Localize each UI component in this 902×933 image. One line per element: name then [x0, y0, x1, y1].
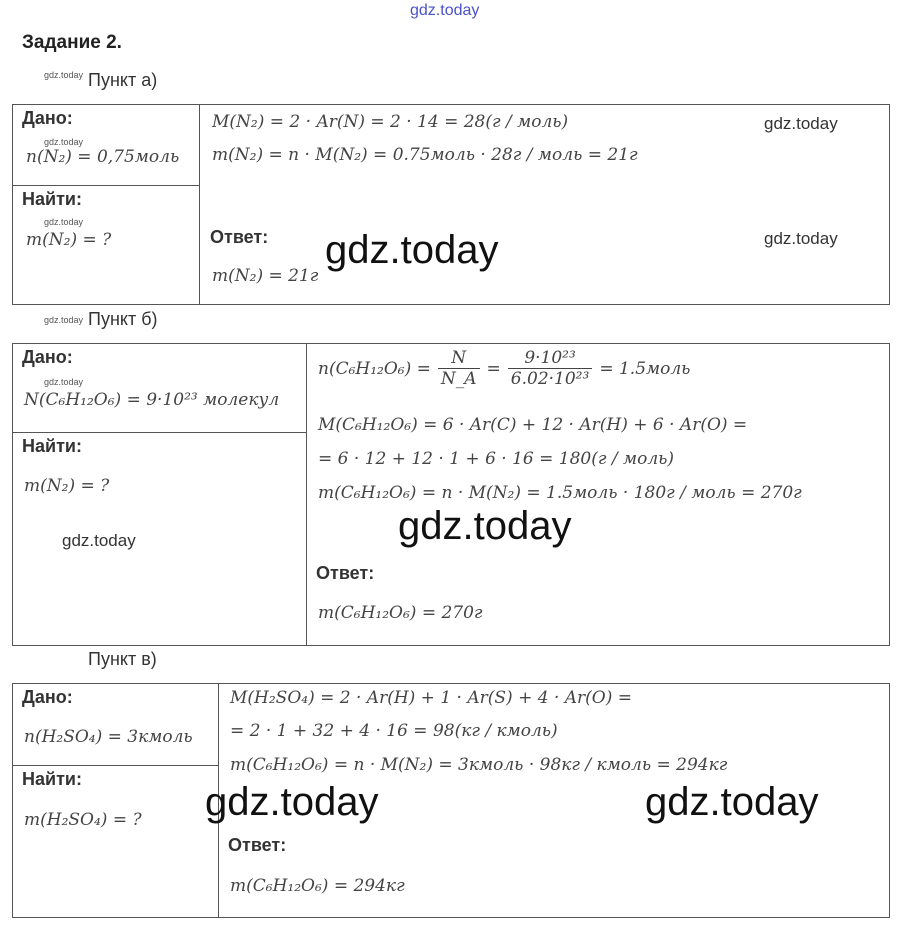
part-a-answer-value: m(N₂) = 21г [212, 266, 319, 286]
part-b-given-value: N(C₆H₁₂O₆) = 9·10²³ молекул [24, 390, 280, 410]
watermark-small: gdz.today [764, 229, 838, 248]
equals-sign: = [486, 358, 501, 379]
part-b-solution-line: M(C₆H₁₂O₆) = 6 · Ar(C) + 12 · Ar(H) + 6 · Ar(O) = [318, 415, 748, 435]
part-c-solution-line: M(H₂SO₄) = 2 · Ar(H) + 1 · Ar(S) + 4 · Ar(O) = [230, 688, 633, 708]
watermark-tiny: gdz.today [44, 137, 84, 147]
watermark-big: gdz.today [205, 780, 379, 824]
part-c-find-value: m(H₂SO₄) = ? [24, 810, 142, 830]
fraction-numerator: N [438, 348, 480, 369]
part-a-row-divider [12, 185, 200, 186]
part-a-given-value: n(N₂) = 0,75моль [26, 147, 180, 167]
watermark-tiny: gdz.today [44, 377, 84, 387]
part-b-given-label: Дано: [22, 347, 73, 367]
part-b-find-label: Найти: [22, 436, 82, 456]
fraction-denominator: 6.02·10²³ [510, 369, 590, 389]
part-b-answer-label: Ответ: [316, 563, 375, 583]
part-a-divider [199, 104, 200, 305]
part-b-answer-value: m(C₆H₁₂O₆) = 270г [318, 603, 483, 623]
watermark-tiny: gdz.today [44, 217, 84, 227]
watermark-big: gdz.today [325, 228, 499, 272]
watermark-tiny: gdz.today [44, 315, 84, 325]
part-c-answer-value: m(C₆H₁₂O₆) = 294кг [230, 876, 405, 896]
watermark-small: gdz.today [764, 114, 838, 133]
task-title: Задание 2. [22, 32, 122, 53]
part-c-find-label: Найти: [22, 769, 82, 789]
watermark-top: gdz.today [410, 2, 480, 19]
part-c-given-label: Дано: [22, 687, 73, 707]
part-b-solution-right: = 1.5моль [599, 358, 691, 379]
part-b-find-value: m(N₂) = ? [24, 476, 110, 496]
part-c-answer-label: Ответ: [228, 835, 287, 855]
part-b-row-divider [12, 432, 307, 433]
part-b-solution-left: n(C₆H₁₂O₆) = [318, 358, 431, 379]
part-b-solution-line: = 6 · 12 + 12 · 1 + 6 · 16 = 180(г / моль) [318, 449, 675, 469]
watermark-big: gdz.today [645, 780, 819, 824]
part-a-solution-line: M(N₂) = 2 · Ar(N) = 2 · 14 = 28(г / моль) [212, 112, 569, 132]
part-c-solution-line: = 2 · 1 + 32 + 4 · 16 = 98(кг / кмоль) [230, 721, 558, 741]
part-a-answer-label: Ответ: [210, 227, 269, 247]
part-c-row-divider [12, 765, 219, 766]
part-b-heading: Пункт б) [88, 309, 158, 329]
part-a-heading: Пункт а) [88, 70, 158, 90]
part-c-heading: Пункт в) [88, 649, 157, 669]
part-a-solution-line: m(N₂) = n · M(N₂) = 0.75моль · 28г / моль = 21г [212, 145, 638, 165]
part-b-solution-line: m(C₆H₁₂O₆) = n · M(N₂) = 1.5моль · 180г / моль = 270г [318, 483, 802, 503]
part-b-divider [306, 343, 307, 646]
part-b-fraction-n-over-na [438, 348, 480, 389]
part-a-find-value: m(N₂) = ? [26, 230, 112, 250]
part-c-solution-line: m(C₆H₁₂O₆) = n · M(N₂) = 3кмоль · 98кг / кмоль = 294кг [230, 755, 728, 775]
watermark-tiny: gdz.today [44, 70, 84, 80]
fraction-denominator: N_A [440, 369, 477, 389]
part-a-given-label: Дано: [22, 108, 73, 128]
watermark-big: gdz.today [398, 504, 572, 548]
part-a-find-label: Найти: [22, 189, 82, 209]
part-b-fraction-values [508, 348, 593, 389]
fraction-numerator: 9·10²³ [508, 348, 593, 369]
part-c-given-value: n(H₂SO₄) = 3кмоль [24, 727, 193, 747]
part-b-solution-line1 [318, 348, 690, 389]
part-a-table [12, 104, 890, 305]
watermark-small: gdz.today [62, 531, 136, 550]
